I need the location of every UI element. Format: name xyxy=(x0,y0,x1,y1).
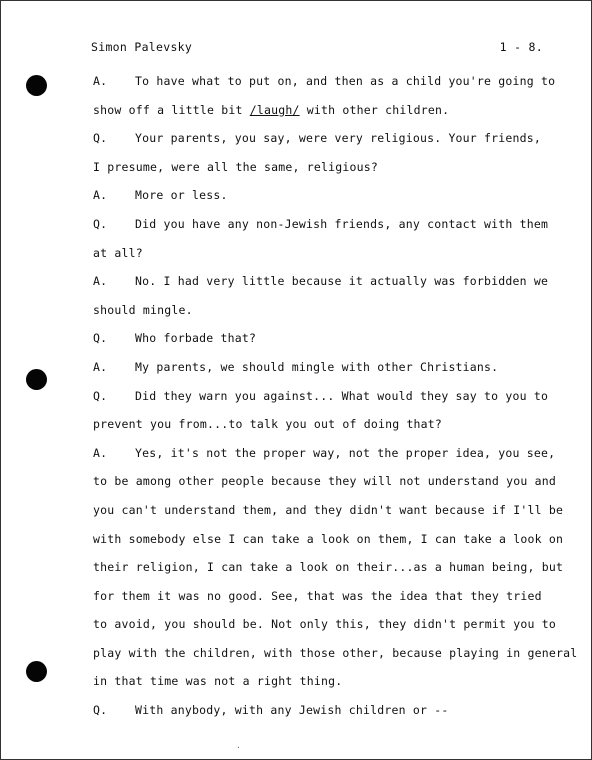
line-text: Yes, it's not the proper way, not the proper idea, you see, xyxy=(135,445,556,460)
transcript-line xyxy=(93,153,568,182)
line-text: Did you have any non-Jewish friends, any contact with them xyxy=(135,216,549,231)
speaker-label: A. xyxy=(93,445,108,460)
transcript-body xyxy=(93,67,578,725)
transcript-line xyxy=(93,439,568,468)
transcript-line xyxy=(93,353,568,382)
line-text: Who forbade that? xyxy=(135,331,257,346)
line-text: No. I had very little because it actually was forbidden we xyxy=(135,274,549,289)
speaker-label: A. xyxy=(93,188,108,203)
interviewee-name: Simon Palevsky xyxy=(91,40,193,54)
line-text: you can't understand them, and they didn't want because if I'll be xyxy=(93,502,564,517)
line-text: My parents, we should mingle with other Christians. xyxy=(135,359,499,374)
transcript-line xyxy=(93,324,568,353)
transcript-line xyxy=(93,610,568,639)
line-text: To have what to put on, and then as a child you're going to xyxy=(135,74,556,88)
speaker-label: Q. xyxy=(93,388,108,403)
speaker-label: Q. xyxy=(93,131,108,146)
line-text: should mingle. xyxy=(93,302,193,317)
line-text: their religion, I can take a look on their...as a human being, but xyxy=(93,560,564,575)
transcript-line xyxy=(93,582,568,611)
transcript-line xyxy=(93,67,568,96)
transcript-line xyxy=(93,296,568,325)
line-text: in that time was not a right thing. xyxy=(93,674,343,689)
line-text: prevent you from...to talk you out of doing that? xyxy=(93,417,443,432)
speaker-label: A. xyxy=(93,359,108,374)
binder-hole xyxy=(26,661,47,682)
line-text: at all? xyxy=(93,245,143,260)
transcript-line xyxy=(93,696,568,725)
line-text: with somebody else I can take a look on them, I can take a look on xyxy=(93,531,564,546)
line-text: with other children. xyxy=(299,102,450,117)
line-text: With anybody, with any Jewish children or -- xyxy=(135,703,449,718)
line-text: to avoid, you should be. Not only this, they didn't permit you to xyxy=(93,617,557,632)
transcript-line xyxy=(93,467,568,496)
transcript-line xyxy=(93,210,568,239)
transcript-line xyxy=(93,382,568,411)
speaker-label: A. xyxy=(93,74,108,88)
speaker-label: Q. xyxy=(93,216,108,231)
line-text: to be among other people because they will not understand you and xyxy=(93,474,557,489)
transcript-line xyxy=(93,525,568,554)
speaker-label: Q. xyxy=(93,331,108,346)
line-text: show off a little bit xyxy=(93,102,250,117)
transcript-line xyxy=(93,667,568,696)
footer-dot: · xyxy=(236,743,241,752)
binder-hole xyxy=(26,369,47,390)
line-text: for them it was no good. See, that was the idea that they tried xyxy=(93,588,542,603)
transcript-line xyxy=(93,181,568,210)
page-number: 1 - 8. xyxy=(499,40,543,54)
line-text: I presume, were all the same, religious? xyxy=(93,159,378,174)
speaker-label: Q. xyxy=(93,703,108,718)
transcript-line xyxy=(93,96,568,125)
transcript-line xyxy=(93,639,578,668)
stage-direction: /laugh/ xyxy=(249,102,300,117)
speaker-label: A. xyxy=(93,274,108,289)
transcript-line xyxy=(93,124,568,153)
line-text: Your parents, you say, were very religious. Your friends, xyxy=(135,131,542,146)
transcript-line xyxy=(93,553,568,582)
line-text: play with the children, with those other, because playing in general xyxy=(93,645,578,660)
binder-hole xyxy=(26,75,47,96)
transcript-line xyxy=(93,267,568,296)
transcript-line xyxy=(93,410,568,439)
transcript-line xyxy=(93,496,568,525)
line-text: More or less. xyxy=(135,188,228,203)
transcript-line xyxy=(93,239,568,268)
line-text: Did they warn you against... What would they say to you to xyxy=(135,388,549,403)
